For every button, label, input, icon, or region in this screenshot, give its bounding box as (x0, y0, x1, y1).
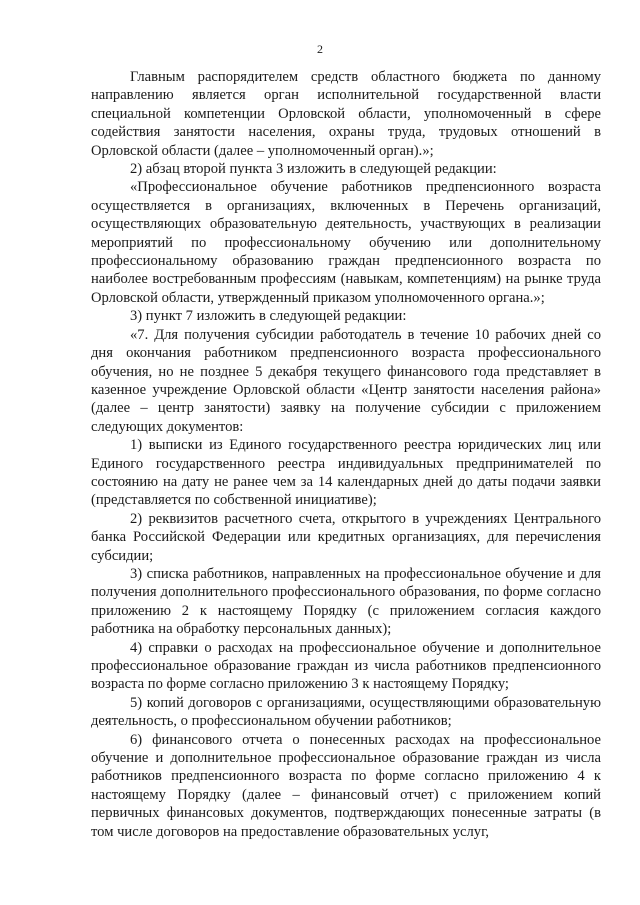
paragraph-professional-training: «Профессиональное обучение работников предпенсионного возраста осуществляется в организациях, включенных в Перечень организаций, осуществляющих образовательную деятельность, участвующих в реализации мероприятий по профессиональному обучению или дополнительному профессиональному образованию граждан предпенсионного возраста по наиболее востребованным профессиям (навыкам, компетенциям) на рынке труда Орловской области, утвержденный приказом уполномоченного органа.»; (91, 179, 601, 306)
list-item-5: 5) копий договоров с организациями, осуществляющими образовательную деятельность, о профессиональном обучении работников; (91, 694, 601, 730)
document-body (91, 68, 601, 841)
paragraph-item-3: 3) пункт 7 изложить в следующей редакции: (130, 308, 407, 325)
page-number: 2 (317, 42, 323, 56)
paragraph-main-administrator: Главным распорядителем средств областного бюджета по данному направлению является орган исполнительной государственной власти специальной компетенции Орловской области, уполномоченный в сфере содействия занятости населения, охраны труда, трудовых отношений в Орловской области (далее – уполномоченный орган).»; (91, 69, 601, 159)
list-item-2: 2) реквизитов расчетного счета, открытого в учреждениях Центрального банка Российской Федерации или кредитных организациях, для перечисления субсидии; (91, 510, 601, 564)
paragraph-item-2: 2) абзац второй пункта 3 изложить в следующей редакции: (130, 161, 497, 178)
list-item-4: 4) справки о расходах на профессиональное обучение и дополнительное профессиональное образование граждан из числа работников предпенсионного возраста по форме согласно приложению 3 к настоящему Порядку; (91, 639, 601, 693)
list-item-3: 3) списка работников, направленных на профессиональное обучение и для получения дополнительного профессионального образования, по форме согласно приложению 2 к настоящему Порядку (с приложением согласия каждого работника на обработку персональных данных); (91, 565, 601, 638)
list-item-6: 6) финансового отчета о понесенных расходах на профессиональное обучение и дополнительное профессиональное образование граждан из числа работников предпенсионного возраста по форме согласно приложению 4 к настоящему Порядку (далее – финансовый отчет) с приложением копий первичных финансовых документов, подтверждающих понесенные затраты (в том числе договоров на предоставление образовательных услуг, (91, 731, 601, 840)
paragraph-subsidy-application: «7. Для получения субсидии работодатель в течение 10 рабочих дней со дня окончания работником предпенсионного возраста профессионального обучения, но не позднее 5 декабря текущего финансового года представляет в казенное учреждение Орловской области «Центр занятости населения района» (далее – центр занятости) заявку на получение субсидии с приложением следующих документов: (91, 326, 601, 435)
list-item-1: 1) выписки из Единого государственного реестра юридических лиц или Единого государственного реестра индивидуальных предпринимателей по состоянию на дату не ранее чем за 14 календарных дней до даты подачи заявки (представляется по собственной инициативе); (91, 437, 601, 509)
